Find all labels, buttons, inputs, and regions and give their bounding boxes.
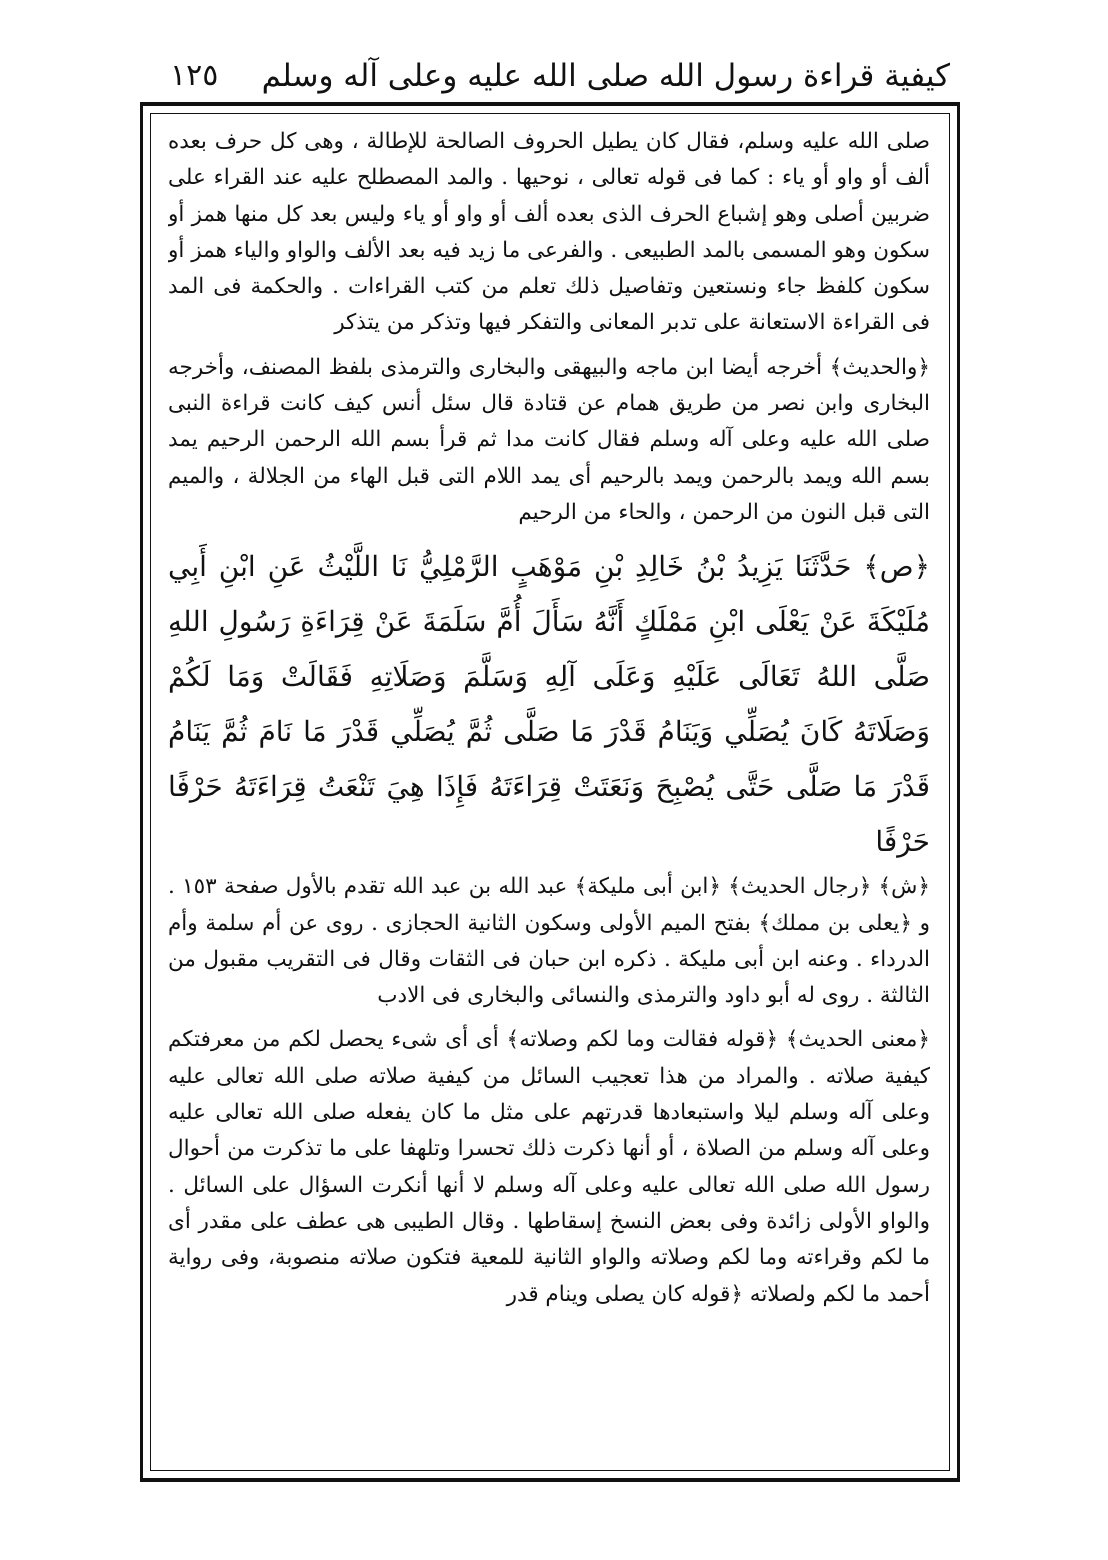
hadith-text: ﴿ص﴾ حَدَّثَنَا يَزِيدُ بْنُ خَالِدِ بْنِ مَوْهَبٍ الرَّمْلِيُّ نَا اللَّيْثُ عَنِ ابْنِ أَبِي مُلَيْكَةَ عَنْ يَعْلَى ابْنِ مَمْلَكٍ أَنَّهُ سَأَلَ أُمَّ سَلَمَةَ عَنْ قِرَاءَةِ رَسُولِ اللهِ صَلَّى اللهُ تَعَالَى عَلَيْهِ وَعَلَى آلِهِ وَسَلَّمَ وَصَلَاتِهِ فَقَالَتْ وَمَا لَكُمْ وَصَلَاتَهُ كَانَ يُصَلِّي وَيَنَامُ قَدْرَ مَا صَلَّى ثُمَّ يُصَلِّي قَدْرَ مَا نَامَ ثُمَّ يَنَامُ قَدْرَ مَا صَلَّى حَتَّى يُصْبِحَ وَنَعَتَتْ قِرَاءَتَهُ فَإِذَا هِيَ تَنْعَتُ قِرَاءَتَهُ حَرْفًا حَرْفًا bbox=[168, 550, 930, 859]
running-title: كيفية قراءة رسول الله صلى الله عليه وعلى آله وسلم bbox=[261, 58, 950, 94]
page-header bbox=[150, 52, 950, 102]
page-number: ١٢٥ bbox=[170, 58, 219, 93]
commentary-paragraph-1: صلى الله عليه وسلم، فقال كان يطيل الحروف الصالحة للإطالة ، وهى كل حرف بعده ألف أو واو أو ياء : كما فى قوله تعالى ، نوحيها . والمد المصطلح عليه عند القراء على ضربين أصلى وهو إشباع الحرف الذى بعده ألف أو واو أو ياء وليس بعد كل منها همز أو سكون وهو المسمى بالمد الطبيعى . والفرعى ما زيد فيه بعد الألف والواو والياء همز أو سكون كلفظ جاء ونستعين وتفاصيل ذلك تعلم من كتب القراءات . والحكمة فى المد فى القراءة الاستعانة على تدبر المعانى والتفكر فيها وتذكر من يتذكر bbox=[168, 129, 930, 336]
meaning-paragraph: ﴿معنى الحديث﴾ ﴿قوله فقالت وما لكم وصلاته﴾ أى أى شىء يحصل لكم من معرفتكم كيفية صلاته . والمراد من هذا تعجيب السائل من كيفية صلاته صلى الله تعالى عليه وعلى آله وسلم ليلا واستبعادها قدرتهم على مثل ما كان يفعله صلى الله تعالى عليه وعلى آله وسلم من الصلاة ، أو أنها ذكرت ذلك تحسرا وتلهفا على ما تذكرت من أحوال رسول الله صلى الله تعالى عليه وعلى آله وسلم لا أنها أنكرت السؤال على السائل . والواو الأولى زائدة وفى بعض النسخ إسقاطها . وقال الطيبى هى عطف على مقدر أى ما لكم وقراءته وما لكم وصلاته والواو الثانية للمعية فتكون صلاته منصوبة، وفى رواية أحمد ما لكم ولصلاته ﴿قوله كان يصلى وينام قدر bbox=[168, 1027, 930, 1307]
commentary-paragraph-2: ﴿والحديث﴾ أخرجه أيضا ابن ماجه والبيهقى والبخارى والترمذى بلفظ المصنف، وأخرجه البخارى وابن نصر من طريق همام عن قتادة قال سئل أنس كيف كانت قراءة النبى صلى الله عليه وعلى آله وسلم فقال كانت مدا ثم قرأ بسم الله الرحمن الرحيم يمد بسم الله ويمد بالرحمن ويمد بالرحيم أى يمد اللام التى قبل الهاء من الجلالة ، والميم التى قبل النون من الرحمن ، والحاء من الرحيم bbox=[168, 354, 930, 525]
narrators-paragraph: ﴿ش﴾ ﴿رجال الحديث﴾ ﴿ابن أبى مليكة﴾ عبد الله بن عبد الله تقدم بالأول صفحة ١٥٣ . و ﴿يعلى بن مملك﴾ بفتح الميم الأولى وسكون الثانية الحجازى . روى عن أم سلمة وأم الدرداء . وعنه ابن أبى مليكة . ذكره ابن حبان فى الثقات وقال فى التقريب مقبول من الثالثة . روى له أبو داود والترمذى والنسائى والبخارى فى الادب bbox=[168, 874, 930, 1009]
page-body bbox=[168, 124, 930, 1464]
